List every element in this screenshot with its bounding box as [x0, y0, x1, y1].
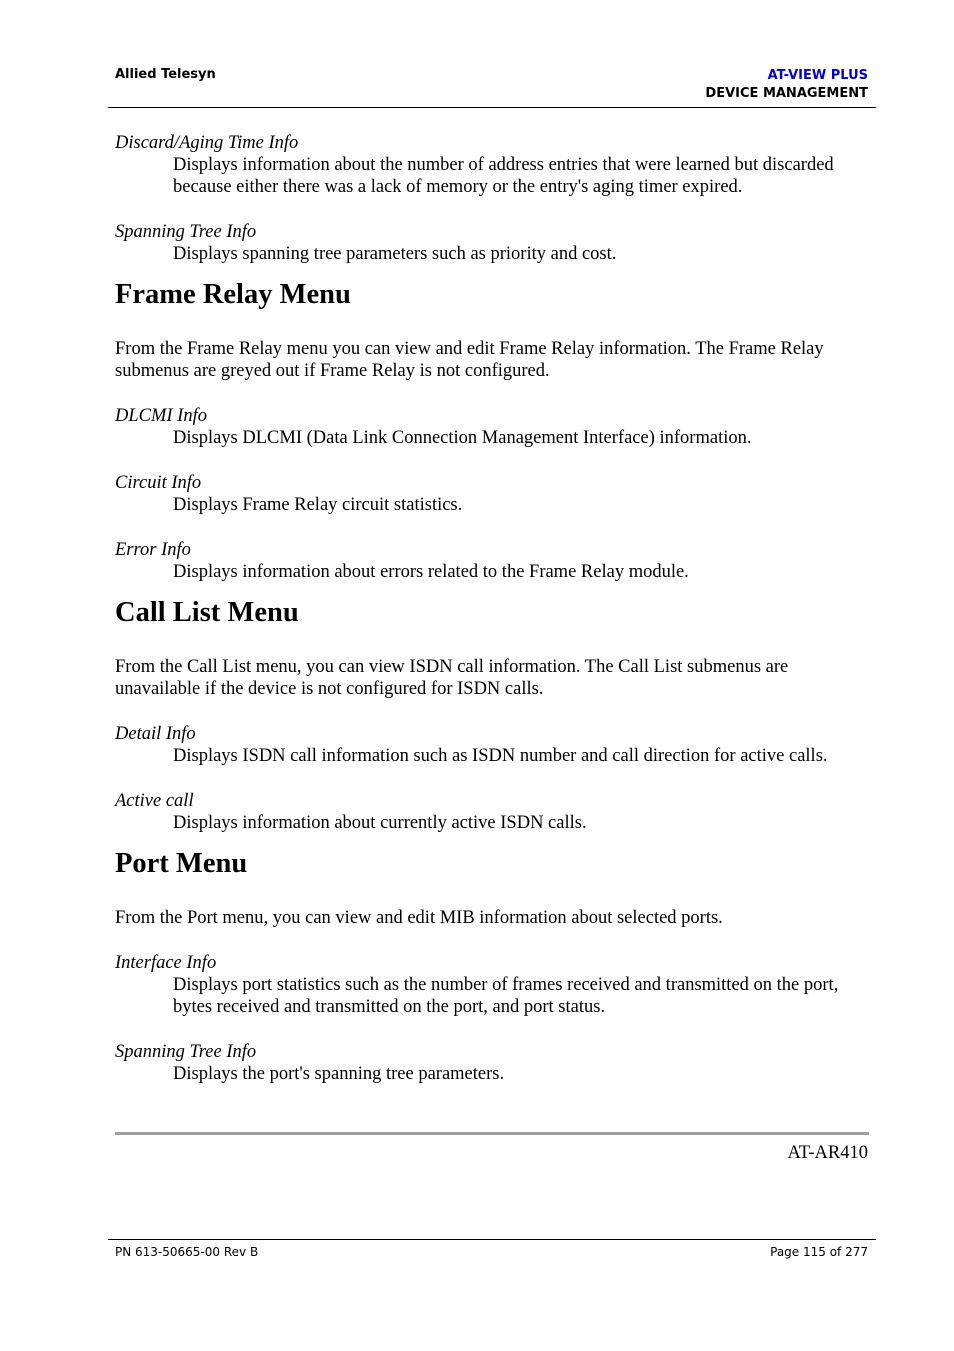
item-description: Displays information about the number of address entries that were learned but discarded because either there was a lack of memory or the entry's aging timer expired. [173, 155, 834, 197]
product-name: AT-VIEW PLUS [767, 68, 868, 83]
item-term: Interface Info [115, 953, 217, 973]
section-intro: From the Call List menu, you can view ISDN call information. The Call List submenus are unavailable if the device is not configured for ISDN calls. [115, 657, 789, 699]
list-item [115, 790, 875, 834]
section-heading-frame-relay: Frame Relay Menu [115, 279, 351, 310]
list-item [115, 132, 875, 198]
item-term: DLCMI Info [115, 406, 207, 426]
item-description: Displays DLCMI (Data Link Connection Management Interface) information. [173, 428, 752, 448]
list-item [115, 723, 875, 767]
page-body [115, 132, 875, 1108]
list-item [115, 1041, 875, 1085]
list-item [115, 472, 875, 516]
company-name: Allied Telesyn [115, 67, 216, 82]
item-term: Active call [115, 791, 194, 811]
item-term: Circuit Info [115, 473, 202, 493]
section-intro: From the Port menu, you can view and edit MIB information about selected ports. [115, 908, 723, 928]
item-term: Discard/Aging Time Info [115, 133, 299, 153]
header-titles [705, 67, 868, 103]
header-divider [108, 107, 876, 108]
list-item [115, 952, 875, 1018]
footer-divider [108, 1239, 876, 1240]
item-description: Displays spanning tree parameters such as priority and cost. [173, 244, 617, 264]
section-heading-call-list: Call List Menu [115, 597, 299, 628]
page-number: Page 115 of 277 [770, 1245, 868, 1259]
item-description: Displays port statistics such as the number of frames received and transmitted on the port, bytes received and transmitted on the port, and port status. [173, 975, 839, 1017]
model-divider [115, 1132, 869, 1135]
item-term: Spanning Tree Info [115, 1042, 257, 1062]
section-heading-port: Port Menu [115, 848, 248, 879]
item-term: Spanning Tree Info [115, 222, 257, 242]
list-item [115, 539, 875, 583]
item-description: Displays Frame Relay circuit statistics. [173, 495, 463, 515]
section-name: DEVICE MANAGEMENT [705, 86, 868, 101]
model-name: AT-AR410 [787, 1143, 868, 1163]
item-description: Displays information about errors related to the Frame Relay module. [173, 562, 689, 582]
item-term: Error Info [115, 540, 191, 560]
item-description: Displays information about currently active ISDN calls. [173, 813, 587, 833]
item-description: Displays the port's spanning tree parameters. [173, 1064, 505, 1084]
list-item [115, 405, 875, 449]
item-description: Displays ISDN call information such as ISDN number and call direction for active calls. [173, 746, 828, 766]
item-term: Detail Info [115, 724, 196, 744]
list-item [115, 221, 875, 265]
part-number: PN 613-50665-00 Rev B [115, 1245, 259, 1259]
section-intro: From the Frame Relay menu you can view and edit Frame Relay information. The Frame Relay submenus are greyed out if Frame Relay is not configured. [115, 339, 824, 381]
